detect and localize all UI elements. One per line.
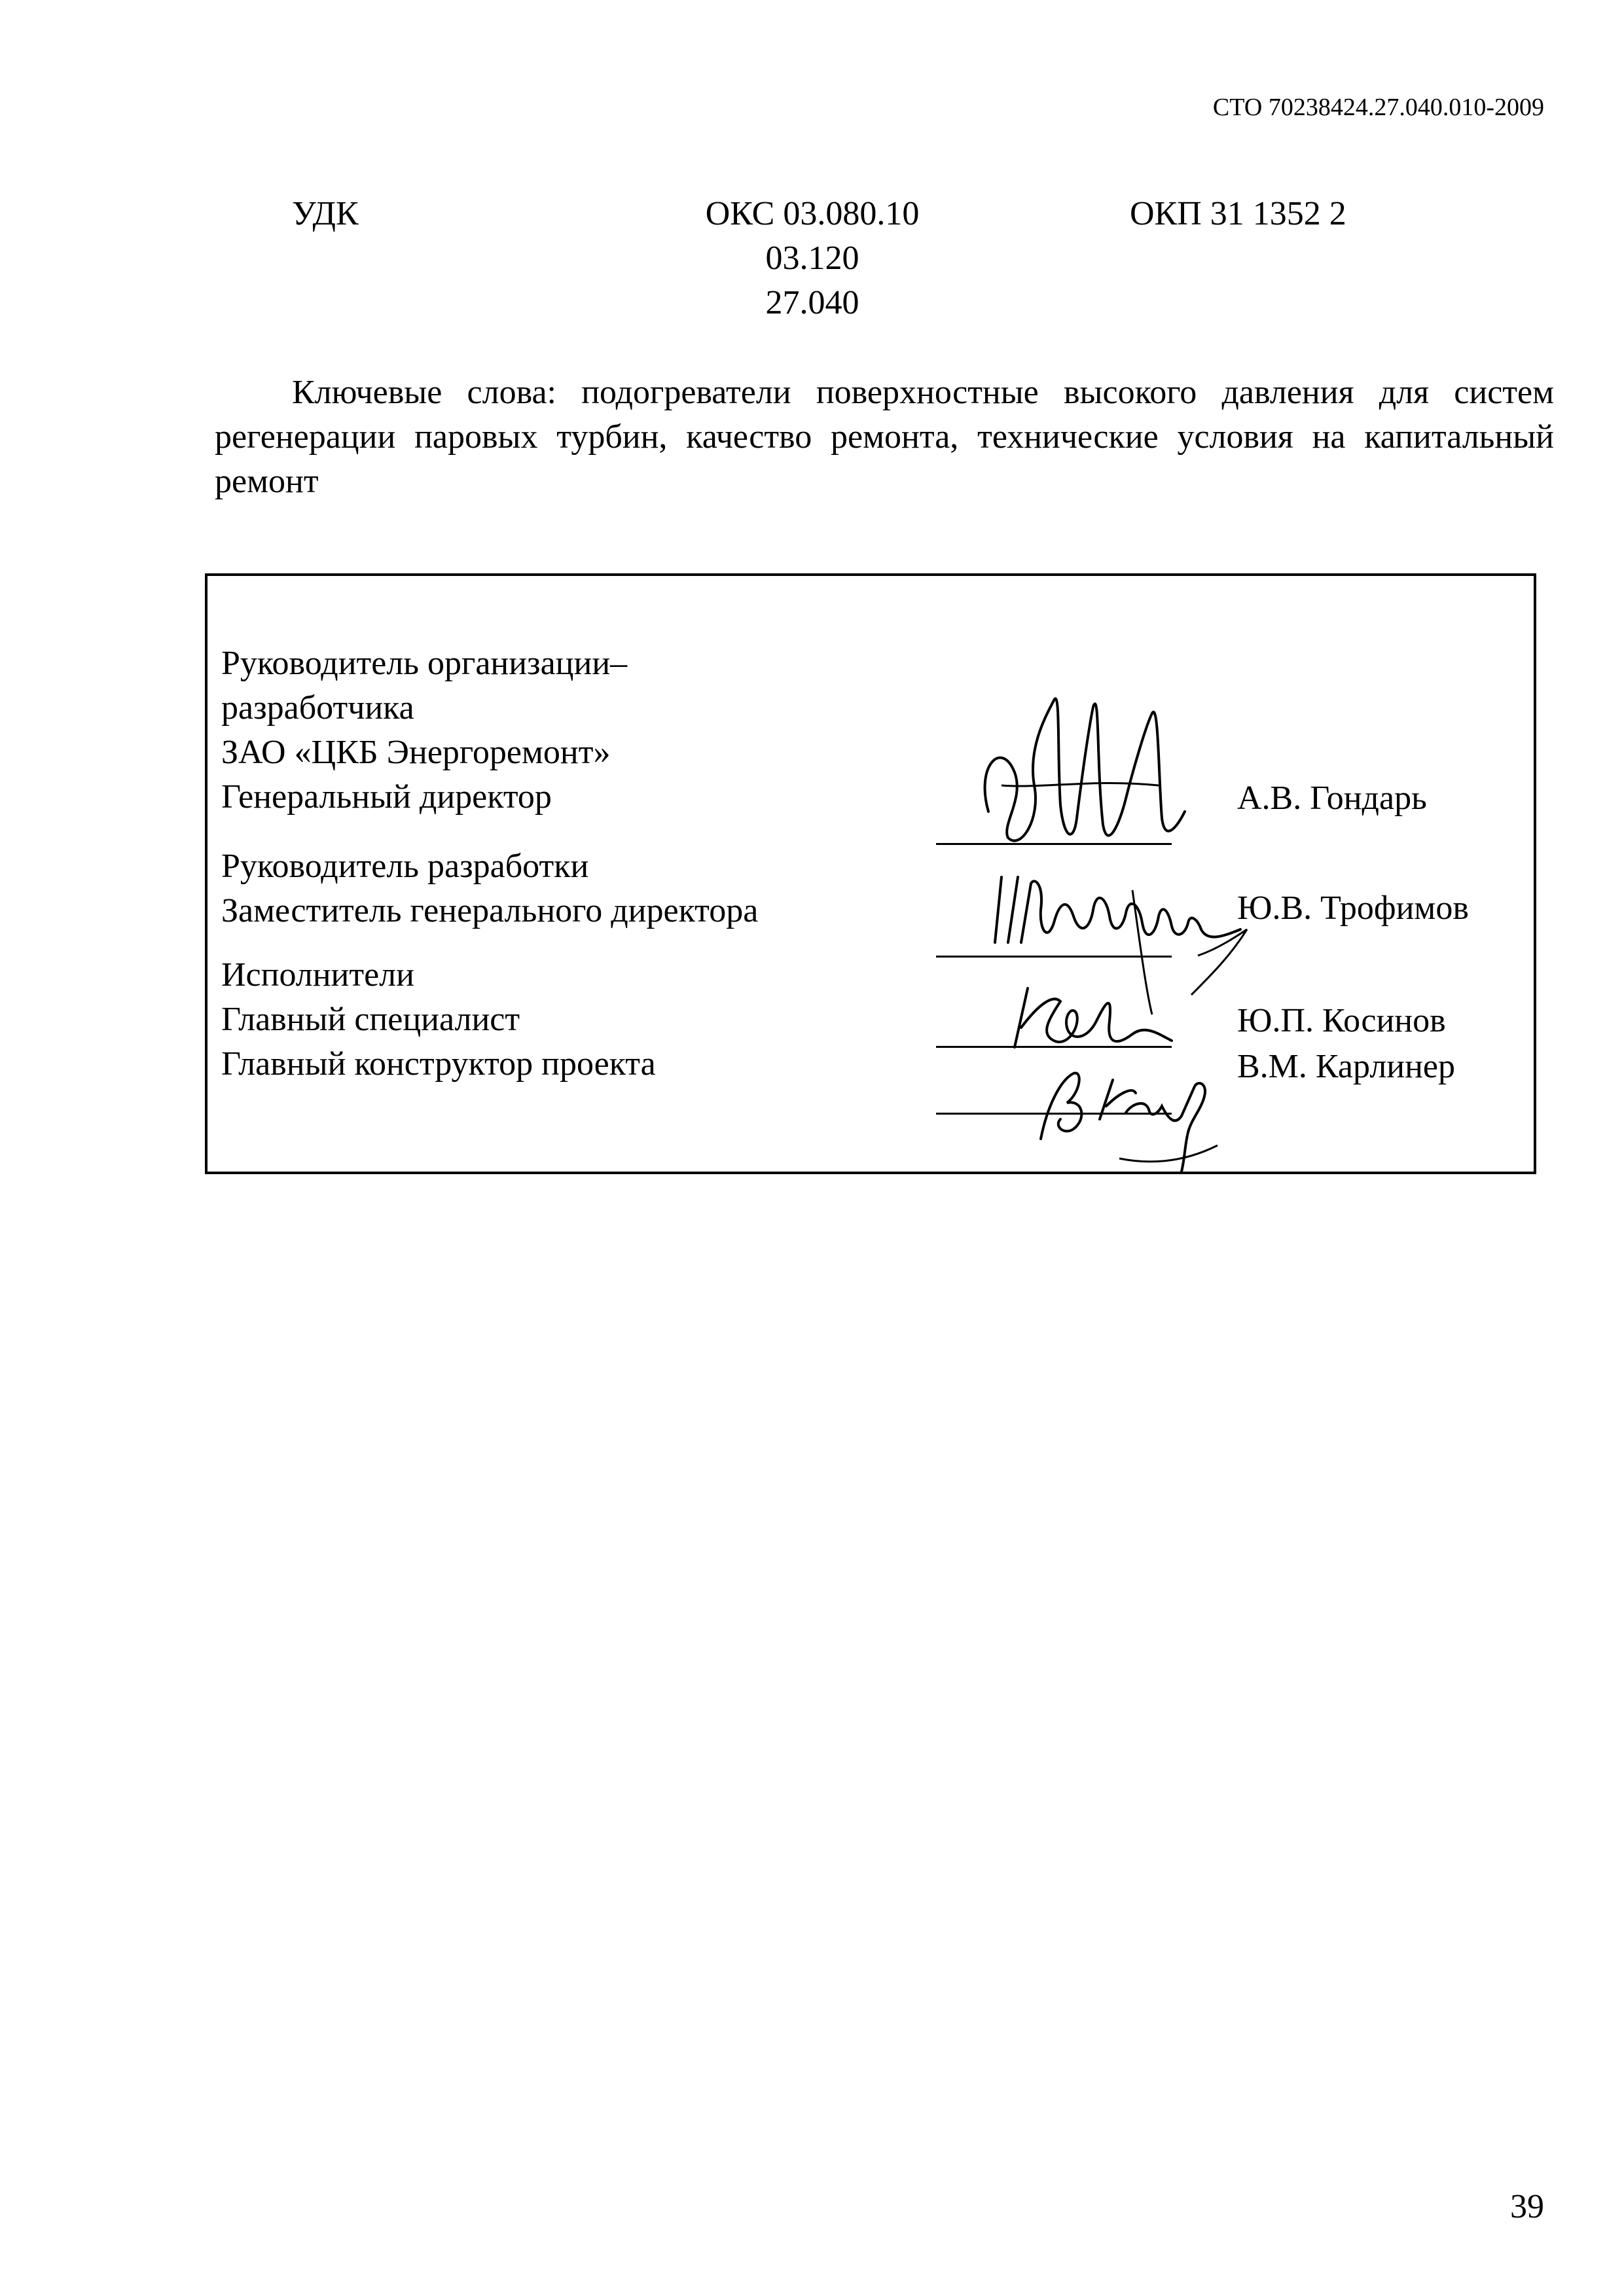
page-number: 39 <box>1510 2188 1544 2225</box>
executor-name-1: Ю.П. Косинов <box>1237 1002 1446 1039</box>
oks-line: 27.040 <box>765 284 859 321</box>
org-head-signature <box>962 674 1198 870</box>
keywords-paragraph <box>215 370 1554 504</box>
document-code: СТО 70238424.27.040.010-2009 <box>1212 94 1544 121</box>
org-head-line: разработчика <box>221 689 414 726</box>
dev-head-name: Ю.В. Трофимов <box>1237 889 1469 927</box>
dev-head-line: Заместитель генерального директора <box>221 892 759 929</box>
executors-titles <box>221 953 656 1086</box>
udk-label: УДК <box>292 195 359 232</box>
oks-line: 03.120 <box>765 240 859 277</box>
dev-head-line: Руководитель разработки <box>221 848 589 885</box>
oks-line: ОКС 03.080.10 <box>705 195 920 232</box>
executor-title-2: Главный конструктор проекта <box>221 1045 656 1083</box>
keywords-text: Ключевые слова: подогреватели поверхностные высокого давления для систем регенерации паровых турбин, качество ремонта, технические условия на капитальный ремонт <box>215 374 1554 500</box>
okp-code: ОКП 31 1352 2 <box>1130 195 1346 232</box>
org-head-name: А.В. Гондарь <box>1237 780 1427 817</box>
executor-2-signature <box>1021 1047 1244 1178</box>
executor-name-2: В.М. Карлинер <box>1237 1048 1455 1085</box>
org-head-line: Руководитель организации– <box>221 645 628 682</box>
org-head-titles <box>221 641 627 819</box>
executors-heading: Исполнители <box>221 956 414 994</box>
org-head-line: Генеральный директор <box>221 778 552 816</box>
dev-head-titles <box>221 844 758 933</box>
org-head-line: ЗАО «ЦКБ Энергоремонт» <box>221 734 611 771</box>
oks-codes <box>678 192 947 325</box>
executor-title-1: Главный специалист <box>221 1001 520 1038</box>
